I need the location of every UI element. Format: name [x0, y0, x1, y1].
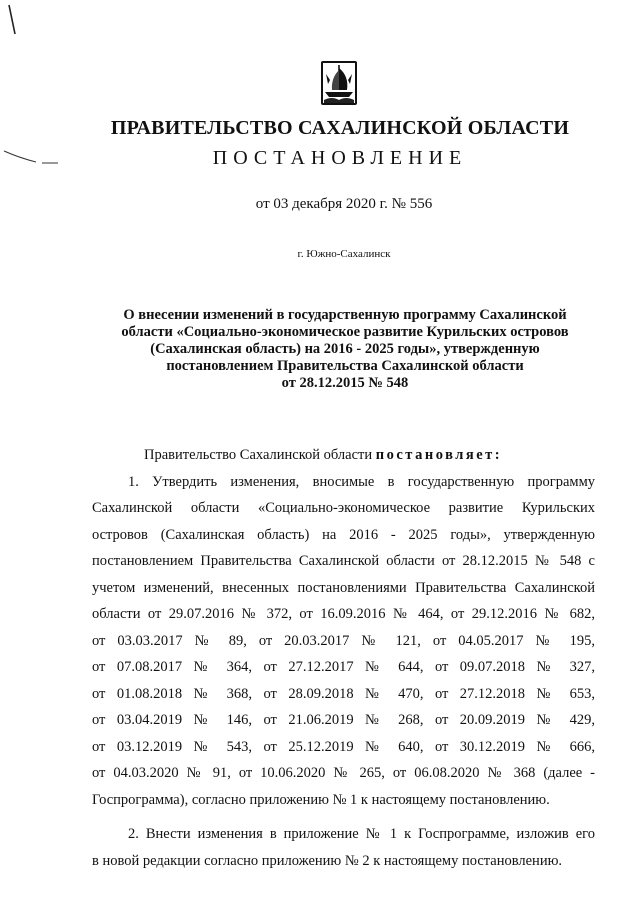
item-1-line: области от 29.07.2016 № 372, от 16.09.2016 № 464, от 29.12.2016 № 682, — [92, 606, 595, 622]
preamble — [92, 442, 595, 469]
issue-city: г. Южно-Сахалинск — [297, 248, 391, 260]
subject-line: постановлением Правительства Сахалинской области — [166, 358, 524, 374]
pen-mark — [6, 4, 26, 40]
preamble-text: Правительство Сахалинской области — [144, 447, 376, 463]
document-subject — [95, 307, 595, 392]
document-date-number: от 03 декабря 2020 г. № 556 — [255, 196, 433, 212]
item-1-line: островов (Сахалинская область) на 2016 - 2025 годы», утвержденную — [92, 526, 595, 543]
preamble-keyword: постановляет: — [375, 447, 503, 463]
item-1-line: учетом изменений, внесенных постановлениями Правительства Сахалинской — [92, 579, 595, 596]
subject-line: области «Социально-экономическое развитие Курильских островов — [121, 324, 569, 340]
item-1-line: постановлением Правительства Сахалинской области от 28.12.2015 № 548 с — [92, 553, 595, 569]
item-2-line: в новой редакции согласно приложению № 2 к настоящему постановлению. — [92, 852, 563, 869]
item-1-line: от 04.03.2020 № 91, от 10.06.2020 № 265, от 06.08.2020 № 368 (далее - — [92, 765, 595, 781]
coat-of-arms-icon — [320, 60, 358, 106]
item-1-line: от 07.08.2017 № 364, от 27.12.2017 № 644, от 09.07.2018 № 327, — [92, 659, 595, 675]
item-1-line: от 03.04.2019 № 146, от 21.06.2019 № 268, от 20.09.2019 № 429, — [92, 712, 595, 728]
organization-name: ПРАВИТЕЛЬСТВО САХАЛИНСКОЙ ОБЛАСТИ — [110, 117, 570, 139]
item-2-line: 2. Внести изменения в приложение № 1 к Госпрограмме, изложив его — [128, 826, 595, 842]
subject-line: (Сахалинская область) на 2016 - 2025 годы», утвержденную — [150, 341, 540, 357]
item-1-line: 1. Утвердить изменения, вносимые в государственную программу — [128, 473, 595, 490]
paragraph-gap — [92, 813, 595, 821]
subject-line: от 28.12.2015 № 548 — [281, 375, 409, 391]
item-1-line: от 01.08.2018 № 368, от 28.09.2018 № 470, от 27.12.2018 № 653, — [92, 685, 595, 702]
document-body — [92, 442, 595, 874]
item-1-line: от 03.12.2019 № 543, от 25.12.2019 № 640, от 30.12.2019 № 666, — [92, 738, 595, 755]
document-type: ПОСТАНОВЛЕНИЕ — [212, 147, 468, 169]
item-1-line: от 03.03.2017 № 89, от 20.03.2017 № 121, от 04.05.2017 № 195, — [92, 632, 595, 649]
item-1-line: Госпрограмма), согласно приложению № 1 к настоящему постановлению. — [92, 791, 550, 808]
item-1-line: Сахалинской области «Социально-экономическое развитие Курильских — [92, 500, 595, 516]
subject-line: О внесении изменений в государственную программу Сахалинской — [123, 307, 567, 323]
